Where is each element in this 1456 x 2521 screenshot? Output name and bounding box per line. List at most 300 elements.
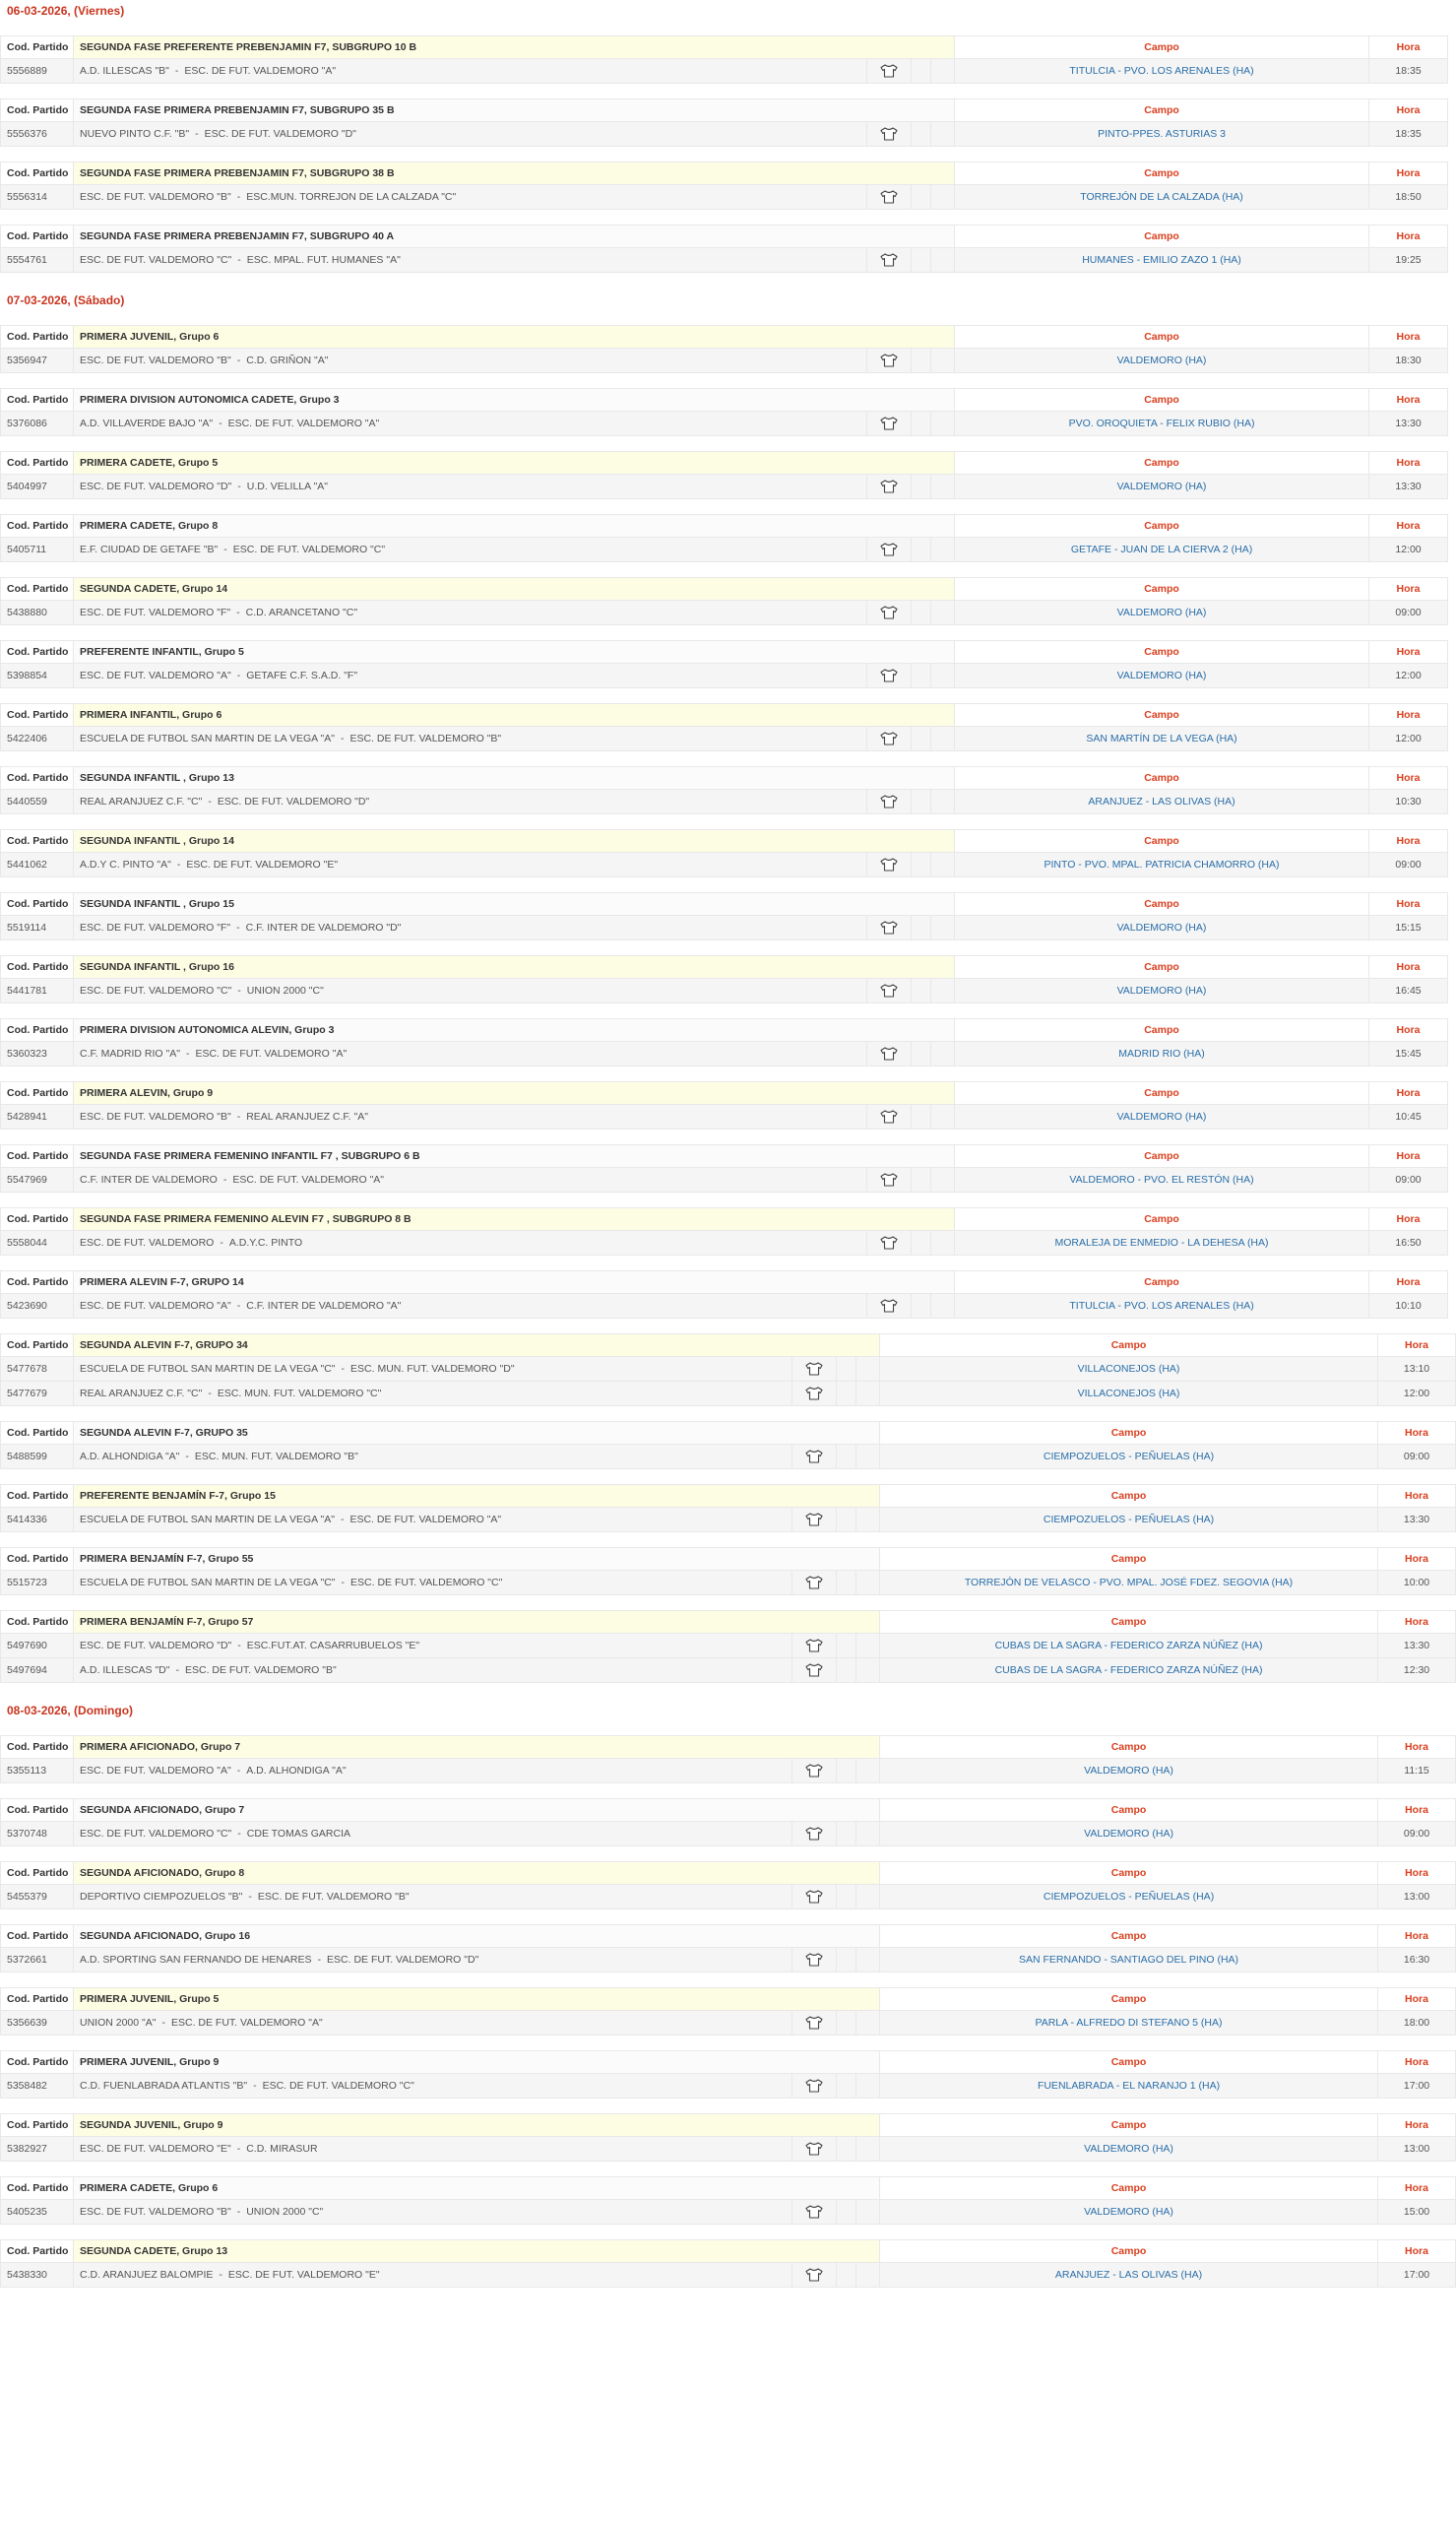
shirt-icon[interactable] xyxy=(867,664,912,688)
match-teams[interactable] xyxy=(74,2074,792,2099)
match-row[interactable] xyxy=(1,1445,1456,1469)
home-team[interactable]: ESC. DE FUT. VALDEMORO "D" xyxy=(80,481,232,492)
match-row[interactable] xyxy=(1,2200,1456,2225)
competition-name[interactable]: SEGUNDA INFANTIL , Grupo 16 xyxy=(74,956,955,979)
match-row[interactable] xyxy=(1,1948,1456,1972)
shirt-icon[interactable] xyxy=(867,475,912,499)
code-header: Cod. Partido xyxy=(1,641,74,664)
competition-name[interactable]: SEGUNDA FASE PRIMERA PREBENJAMIN F7, SUBGRUPO 35 B xyxy=(74,99,955,122)
away-team[interactable]: ESC. DE FUT. VALDEMORO "A" xyxy=(349,1514,502,1525)
home-team[interactable]: ESCUELA DE FUTBOL SAN MARTIN DE LA VEGA "A" xyxy=(80,1514,335,1525)
competition-name[interactable]: PRIMERA CADETE, Grupo 8 xyxy=(74,515,955,538)
match-teams[interactable] xyxy=(74,1948,792,1972)
spacer-cell xyxy=(912,853,931,877)
match-row[interactable] xyxy=(1,916,1448,940)
team-separator: - xyxy=(237,1640,241,1651)
venue-link[interactable]: FUENLABRADA - EL NARANJO 1 (HA) xyxy=(880,2074,1378,2099)
away-team[interactable]: U.D. VELILLA "A" xyxy=(246,481,328,492)
away-team[interactable]: ESC. DE FUT. VALDEMORO "D" xyxy=(327,1954,479,1966)
competition-name[interactable]: SEGUNDA FASE PRIMERA FEMENINO ALEVIN F7 , SUBGRUPO 8 B xyxy=(74,1208,955,1231)
home-team[interactable]: DEPORTIVO CIEMPOZUELOS "B" xyxy=(80,1891,243,1903)
competition-name[interactable]: SEGUNDA AFICIONADO, Grupo 7 xyxy=(74,1799,880,1822)
competition-table xyxy=(0,1144,1448,1193)
match-code: 5422406 xyxy=(1,727,74,751)
venue-link[interactable]: PARLA - ALFREDO DI STEFANO 5 (HA) xyxy=(880,2011,1378,2036)
home-team[interactable]: A.D.Y C. PINTO "A" xyxy=(80,859,171,871)
shirt-icon[interactable] xyxy=(792,2011,837,2036)
shirt-icon[interactable] xyxy=(792,2200,837,2225)
shirt-icon[interactable] xyxy=(867,1231,912,1256)
competition-name[interactable]: PRIMERA DIVISION AUTONOMICA CADETE, Grupo 3 xyxy=(74,389,955,412)
competition-name[interactable]: PRIMERA ALEVIN F-7, GRUPO 14 xyxy=(74,1271,955,1294)
shirt-icon[interactable] xyxy=(792,1357,837,1382)
match-teams[interactable] xyxy=(74,853,867,877)
away-team[interactable]: ESC. DE FUT. VALDEMORO "B" xyxy=(185,1664,337,1676)
competition-header-row xyxy=(1,1548,1456,1571)
away-team[interactable]: GETAFE C.F. S.A.D. "F" xyxy=(246,670,358,681)
competition-name[interactable]: SEGUNDA ALEVIN F-7, GRUPO 34 xyxy=(74,1334,880,1357)
match-teams[interactable] xyxy=(74,538,867,562)
away-team[interactable]: ESC. DE FUT. VALDEMORO "E" xyxy=(186,859,339,871)
match-teams[interactable] xyxy=(74,979,867,1003)
away-team[interactable]: ESC. DE FUT. VALDEMORO "A" xyxy=(170,2017,323,2029)
competition-name[interactable]: PRIMERA INFANTIL, Grupo 6 xyxy=(74,704,955,727)
match-teams[interactable] xyxy=(74,664,867,688)
competition-name[interactable]: SEGUNDA AFICIONADO, Grupo 8 xyxy=(74,1862,880,1885)
venue-link[interactable]: GETAFE - JUAN DE LA CIERVA 2 (HA) xyxy=(955,538,1369,562)
shirt-icon[interactable] xyxy=(867,122,912,147)
away-team[interactable]: ESC. DE FUT. VALDEMORO "A" xyxy=(195,1048,348,1060)
team-separator: - xyxy=(195,128,199,140)
home-team[interactable]: ESC. DE FUT. VALDEMORO "F" xyxy=(80,607,231,618)
match-teams[interactable] xyxy=(74,1508,792,1532)
venue-header: Campo xyxy=(955,99,1369,122)
venue-link[interactable]: TITULCIA - PVO. LOS ARENALES (HA) xyxy=(955,59,1369,84)
match-time: 12:00 xyxy=(1378,1382,1456,1406)
code-header: Cod. Partido xyxy=(1,2240,74,2263)
competition-name[interactable]: PRIMERA BENJAMÍN F-7, Grupo 57 xyxy=(74,1611,880,1634)
match-row[interactable] xyxy=(1,2074,1456,2099)
match-teams[interactable] xyxy=(74,727,867,751)
match-row[interactable] xyxy=(1,664,1448,688)
home-team[interactable]: C.F. MADRID RIO "A" xyxy=(80,1048,180,1060)
match-teams[interactable] xyxy=(74,349,867,373)
venue-link[interactable]: TORREJÓN DE VELASCO - PVO. MPAL. JOSÉ FDEZ. SEGOVIA (HA) xyxy=(880,1571,1378,1595)
away-team[interactable]: C.D. MIRASUR xyxy=(246,2143,318,2155)
venue-link[interactable]: VALDEMORO (HA) xyxy=(955,979,1369,1003)
away-team[interactable]: C.F. INTER DE VALDEMORO "A" xyxy=(246,1300,402,1312)
match-teams[interactable] xyxy=(74,122,867,147)
home-team[interactable]: ESC. DE FUT. VALDEMORO "C" xyxy=(80,985,232,997)
time-header: Hora xyxy=(1369,36,1448,59)
shirt-icon[interactable] xyxy=(867,1294,912,1319)
match-time: 09:00 xyxy=(1378,1822,1456,1846)
code-header: Cod. Partido xyxy=(1,767,74,790)
home-team[interactable]: ESC. DE FUT. VALDEMORO "C" xyxy=(80,254,232,266)
shirt-icon[interactable] xyxy=(867,979,912,1003)
match-row[interactable] xyxy=(1,1042,1448,1067)
away-team[interactable]: ESC. DE FUT. VALDEMORO "A" xyxy=(184,65,337,77)
away-team[interactable]: ESC. MUN. FUT. VALDEMORO "D" xyxy=(350,1363,515,1375)
venue-link[interactable]: CIEMPOZUELOS - PEÑUELAS (HA) xyxy=(880,1445,1378,1469)
match-teams[interactable] xyxy=(74,601,867,625)
shirt-icon[interactable] xyxy=(867,601,912,625)
match-row[interactable] xyxy=(1,1357,1456,1382)
away-team[interactable]: ESC. DE FUT. VALDEMORO "B" xyxy=(257,1891,410,1903)
spacer-cell xyxy=(912,122,931,147)
spacer-cell xyxy=(856,2263,880,2288)
competition-table xyxy=(0,703,1448,751)
match-teams[interactable] xyxy=(74,2137,792,2162)
shirt-icon[interactable] xyxy=(867,853,912,877)
competition-name[interactable]: PRIMERA BENJAMÍN F-7, Grupo 55 xyxy=(74,1548,880,1571)
match-row[interactable] xyxy=(1,979,1448,1003)
match-teams[interactable] xyxy=(74,1357,792,1382)
venue-link[interactable]: SAN FERNANDO - SANTIAGO DEL PINO (HA) xyxy=(880,1948,1378,1972)
away-team[interactable]: ESC. DE FUT. VALDEMORO "A" xyxy=(227,418,380,429)
match-row[interactable] xyxy=(1,2011,1456,2036)
shirt-icon[interactable] xyxy=(867,1105,912,1130)
venue-link[interactable]: PVO. OROQUIETA - FELIX RUBIO (HA) xyxy=(955,412,1369,436)
home-team[interactable]: E.F. CIUDAD DE GETAFE "B" xyxy=(80,544,219,555)
match-row[interactable] xyxy=(1,1508,1456,1532)
competition-header-row xyxy=(1,2177,1456,2200)
venue-link[interactable]: PINTO-PPES. ASTURIAS 3 xyxy=(955,122,1369,147)
competition-name[interactable]: SEGUNDA INFANTIL , Grupo 13 xyxy=(74,767,955,790)
shirt-icon[interactable] xyxy=(792,1658,837,1683)
match-teams[interactable] xyxy=(74,2011,792,2036)
shirt-icon[interactable] xyxy=(792,2263,837,2288)
competition-name[interactable]: PRIMERA CADETE, Grupo 6 xyxy=(74,2177,880,2200)
match-code: 5558044 xyxy=(1,1231,74,1256)
home-team[interactable]: UNION 2000 "A" xyxy=(80,2017,157,2029)
shirt-icon[interactable] xyxy=(792,1508,837,1532)
home-team[interactable]: ESC. DE FUT. VALDEMORO xyxy=(80,1237,215,1249)
venue-link[interactable]: VALDEMORO - PVO. EL RESTÓN (HA) xyxy=(955,1168,1369,1193)
match-row[interactable] xyxy=(1,2137,1456,2162)
shirt-icon[interactable] xyxy=(867,790,912,814)
competition-table xyxy=(0,1018,1448,1067)
match-row[interactable] xyxy=(1,248,1448,273)
away-team[interactable]: ESC. DE FUT. VALDEMORO "B" xyxy=(349,733,502,744)
away-team[interactable]: ESC. DE FUT. VALDEMORO "C" xyxy=(232,544,386,555)
venue-header: Campo xyxy=(880,2114,1378,2137)
away-team[interactable]: ESC.FUT.AT. CASARRUBUELOS "E" xyxy=(246,1640,420,1651)
match-time: 12:00 xyxy=(1369,664,1448,688)
match-code: 5440559 xyxy=(1,790,74,814)
home-team[interactable]: ESC. DE FUT. VALDEMORO "B" xyxy=(80,191,231,203)
match-teams[interactable] xyxy=(74,248,867,273)
match-row[interactable] xyxy=(1,1294,1448,1319)
competition-name[interactable]: PRIMERA JUVENIL, Grupo 9 xyxy=(74,2051,880,2074)
away-team[interactable]: ESC. DE FUT. VALDEMORO "C" xyxy=(262,2080,414,2092)
match-time: 12:30 xyxy=(1378,1658,1456,1683)
competition-name[interactable]: PREFERENTE BENJAMÍN F-7, Grupo 15 xyxy=(74,1485,880,1508)
venue-link[interactable]: VALDEMORO (HA) xyxy=(955,475,1369,499)
venue-link[interactable]: MORALEJA DE ENMEDIO - LA DEHESA (HA) xyxy=(955,1231,1369,1256)
home-team[interactable]: ESC. DE FUT. VALDEMORO "E" xyxy=(80,2143,231,2155)
away-team[interactable]: C.D. ARANCETANO "C" xyxy=(245,607,358,618)
match-teams[interactable] xyxy=(74,1658,792,1683)
match-row[interactable] xyxy=(1,1382,1456,1406)
shirt-icon[interactable] xyxy=(792,1382,837,1406)
match-time: 13:10 xyxy=(1378,1357,1456,1382)
match-time: 13:30 xyxy=(1378,1508,1456,1532)
match-row[interactable] xyxy=(1,1822,1456,1846)
away-team[interactable]: C.D. GRIÑON "A" xyxy=(246,355,329,366)
match-teams[interactable] xyxy=(74,1885,792,1909)
match-teams[interactable] xyxy=(74,1042,867,1067)
match-teams[interactable] xyxy=(74,1445,792,1469)
venue-link[interactable]: VALDEMORO (HA) xyxy=(880,1759,1378,1783)
away-team[interactable]: UNION 2000 "C" xyxy=(246,2206,324,2218)
home-team[interactable]: ESC. DE FUT. VALDEMORO "F" xyxy=(80,922,231,934)
competition-name[interactable]: PREFERENTE INFANTIL, Grupo 5 xyxy=(74,641,955,664)
competition-name[interactable]: PRIMERA CADETE, Grupo 5 xyxy=(74,452,955,475)
shirt-icon[interactable] xyxy=(867,185,912,210)
venue-link[interactable]: VALDEMORO (HA) xyxy=(955,601,1369,625)
home-team[interactable]: ESCUELA DE FUTBOL SAN MARTIN DE LA VEGA "C" xyxy=(80,1363,336,1375)
home-team[interactable]: ESC. DE FUT. VALDEMORO "A" xyxy=(80,670,231,681)
away-team[interactable]: A.D. ALHONDIGA "A" xyxy=(246,1765,347,1777)
match-teams[interactable] xyxy=(74,1294,867,1319)
venue-link[interactable]: VALDEMORO (HA) xyxy=(955,1105,1369,1130)
venue-link[interactable]: PINTO - PVO. MPAL. PATRICIA CHAMORRO (HA) xyxy=(955,853,1369,877)
competition-name[interactable]: SEGUNDA INFANTIL , Grupo 14 xyxy=(74,830,955,853)
away-team[interactable]: ESC. DE FUT. VALDEMORO "D" xyxy=(204,128,356,140)
competition-name[interactable]: SEGUNDA CADETE, Grupo 14 xyxy=(74,578,955,601)
team-separator: - xyxy=(219,418,222,429)
home-team[interactable]: ESC. DE FUT. VALDEMORO "B" xyxy=(80,2206,231,2218)
match-teams[interactable] xyxy=(74,59,867,84)
shirt-icon[interactable] xyxy=(867,349,912,373)
time-header: Hora xyxy=(1369,326,1448,349)
shirt-icon[interactable] xyxy=(792,1822,837,1846)
home-team[interactable]: A.D. SPORTING SAN FERNANDO DE HENARES xyxy=(80,1954,312,1966)
away-team[interactable]: ESC. MUN. FUT. VALDEMORO "B" xyxy=(194,1451,358,1462)
competition-table xyxy=(0,162,1448,210)
home-team[interactable]: ESC. DE FUT. VALDEMORO "B" xyxy=(80,1111,231,1123)
competition-name[interactable]: SEGUNDA INFANTIL , Grupo 15 xyxy=(74,893,955,916)
competition-header-row xyxy=(1,515,1448,538)
match-time: 19:25 xyxy=(1369,248,1448,273)
match-row[interactable] xyxy=(1,1885,1456,1909)
spacer-cell xyxy=(837,1571,856,1595)
shirt-icon[interactable] xyxy=(867,412,912,436)
home-team[interactable]: C.F. INTER DE VALDEMORO xyxy=(80,1174,218,1186)
spacer-cell xyxy=(931,59,955,84)
away-team[interactable]: ESC. DE FUT. VALDEMORO "C" xyxy=(350,1577,503,1588)
match-row[interactable] xyxy=(1,185,1448,210)
venue-link[interactable]: VALDEMORO (HA) xyxy=(880,2137,1378,2162)
venue-link[interactable]: SAN MARTÍN DE LA VEGA (HA) xyxy=(955,727,1369,751)
competition-name[interactable]: SEGUNDA JUVENIL, Grupo 9 xyxy=(74,2114,880,2137)
home-team[interactable]: ESCUELA DE FUTBOL SAN MARTIN DE LA VEGA "C" xyxy=(80,1577,336,1588)
match-row[interactable] xyxy=(1,1658,1456,1683)
home-team[interactable]: ESC. DE FUT. VALDEMORO "D" xyxy=(80,1640,232,1651)
match-row[interactable] xyxy=(1,349,1448,373)
shirt-icon[interactable] xyxy=(792,2074,837,2099)
time-header: Hora xyxy=(1369,1082,1448,1105)
home-team[interactable]: C.D. FUENLABRADA ATLANTIS "B" xyxy=(80,2080,248,2092)
match-row[interactable] xyxy=(1,853,1448,877)
match-row[interactable] xyxy=(1,538,1448,562)
code-header: Cod. Partido xyxy=(1,36,74,59)
shirt-icon[interactable] xyxy=(867,727,912,751)
home-team[interactable]: A.D. ILLESCAS "B" xyxy=(80,65,169,77)
home-team[interactable]: ESC. DE FUT. VALDEMORO "A" xyxy=(80,1300,231,1312)
competition-name[interactable]: PRIMERA DIVISION AUTONOMICA ALEVIN, Grupo 3 xyxy=(74,1019,955,1042)
match-code: 5356947 xyxy=(1,349,74,373)
competition-table xyxy=(0,577,1448,625)
shirt-icon[interactable] xyxy=(867,1168,912,1193)
away-team[interactable]: ESC. MPAL. FUT. HUMANES "A" xyxy=(246,254,401,266)
away-team[interactable]: ESC. DE FUT. VALDEMORO "E" xyxy=(227,2269,380,2281)
home-team[interactable]: ESC. DE FUT. VALDEMORO "A" xyxy=(80,1765,231,1777)
shirt-icon[interactable] xyxy=(867,248,912,273)
shirt-icon[interactable] xyxy=(792,1571,837,1595)
home-team[interactable]: A.D. ALHONDIGA "A" xyxy=(80,1451,180,1462)
venue-header: Campo xyxy=(880,1422,1378,1445)
match-teams[interactable] xyxy=(74,1822,792,1846)
venue-link[interactable]: VILLACONEJOS (HA) xyxy=(880,1382,1378,1406)
competition-name[interactable]: SEGUNDA FASE PRIMERA PREBENJAMIN F7, SUBGRUPO 40 A xyxy=(74,226,955,248)
home-team[interactable]: REAL ARANJUEZ C.F. "C" xyxy=(80,1388,203,1399)
match-row[interactable] xyxy=(1,122,1448,147)
shirt-icon[interactable] xyxy=(792,1759,837,1783)
away-team[interactable]: ESC. DE FUT. VALDEMORO "A" xyxy=(232,1174,385,1186)
shirt-icon[interactable] xyxy=(792,1948,837,1972)
match-row[interactable] xyxy=(1,59,1448,84)
match-row[interactable] xyxy=(1,727,1448,751)
venue-link[interactable]: VALDEMORO (HA) xyxy=(880,2200,1378,2225)
venue-link[interactable]: TORREJÓN DE LA CALZADA (HA) xyxy=(955,185,1369,210)
shirt-icon[interactable] xyxy=(792,1445,837,1469)
spacer-cell xyxy=(931,1105,955,1130)
competition-name[interactable]: PRIMERA JUVENIL, Grupo 6 xyxy=(74,326,955,349)
away-team[interactable]: UNION 2000 "C" xyxy=(246,985,324,997)
match-row[interactable] xyxy=(1,790,1448,814)
venue-link[interactable]: VALDEMORO (HA) xyxy=(955,916,1369,940)
match-teams[interactable] xyxy=(74,1231,867,1256)
away-team[interactable]: ESC. MUN. FUT. VALDEMORO "C" xyxy=(217,1388,382,1399)
away-team[interactable]: ESC.MUN. TORREJON DE LA CALZADA "C" xyxy=(246,191,457,203)
competition-name[interactable]: SEGUNDA FASE PREFERENTE PREBENJAMIN F7, SUBGRUPO 10 B xyxy=(74,36,955,59)
match-teams[interactable] xyxy=(74,2200,792,2225)
shirt-icon[interactable] xyxy=(867,59,912,84)
shirt-icon[interactable] xyxy=(792,1634,837,1658)
home-team[interactable]: A.D. VILLAVERDE BAJO "A" xyxy=(80,418,214,429)
competition-name[interactable]: SEGUNDA CADETE, Grupo 13 xyxy=(74,2240,880,2263)
spacer-cell xyxy=(912,916,931,940)
shirt-icon[interactable] xyxy=(792,1885,837,1909)
competition-name[interactable]: SEGUNDA ALEVIN F-7, GRUPO 35 xyxy=(74,1422,880,1445)
venue-link[interactable]: CIEMPOZUELOS - PEÑUELAS (HA) xyxy=(880,1885,1378,1909)
match-teams[interactable] xyxy=(74,1759,792,1783)
competition-name[interactable]: PRIMERA AFICIONADO, Grupo 7 xyxy=(74,1736,880,1759)
match-teams[interactable] xyxy=(74,790,867,814)
venue-link[interactable]: CUBAS DE LA SAGRA - FEDERICO ZARZA NÚÑEZ (HA) xyxy=(880,1634,1378,1658)
venue-link[interactable]: VALDEMORO (HA) xyxy=(955,664,1369,688)
home-team[interactable]: ESC. DE FUT. VALDEMORO "C" xyxy=(80,1828,232,1840)
shirt-icon[interactable] xyxy=(867,538,912,562)
away-team[interactable]: A.D.Y.C. PINTO xyxy=(228,1237,303,1249)
away-team[interactable]: REAL ARANJUEZ C.F. "A" xyxy=(246,1111,368,1123)
home-team[interactable]: C.D. ARANJUEZ BALOMPIE xyxy=(80,2269,214,2281)
home-team[interactable]: NUEVO PINTO C.F. "B" xyxy=(80,128,190,140)
venue-link[interactable]: ARANJUEZ - LAS OLIVAS (HA) xyxy=(955,790,1369,814)
match-teams[interactable] xyxy=(74,475,867,499)
match-row[interactable] xyxy=(1,1168,1448,1193)
code-header: Cod. Partido xyxy=(1,1799,74,1822)
match-teams[interactable] xyxy=(74,916,867,940)
match-teams[interactable] xyxy=(74,1634,792,1658)
home-team[interactable]: ESC. DE FUT. VALDEMORO "B" xyxy=(80,355,231,366)
venue-link[interactable]: VALDEMORO (HA) xyxy=(955,349,1369,373)
shirt-icon[interactable] xyxy=(792,2137,837,2162)
match-teams[interactable] xyxy=(74,412,867,436)
match-teams[interactable] xyxy=(74,1105,867,1130)
venue-link[interactable]: HUMANES - EMILIO ZAZO 1 (HA) xyxy=(955,248,1369,273)
competition-table xyxy=(0,2113,1456,2162)
code-header: Cod. Partido xyxy=(1,1145,74,1168)
match-row[interactable] xyxy=(1,1634,1456,1658)
venue-link[interactable]: CUBAS DE LA SAGRA - FEDERICO ZARZA NÚÑEZ (HA) xyxy=(880,1658,1378,1683)
match-teams[interactable] xyxy=(74,185,867,210)
home-team[interactable]: REAL ARANJUEZ C.F. "C" xyxy=(80,796,203,808)
code-header: Cod. Partido xyxy=(1,1611,74,1634)
competition-name[interactable]: PRIMERA ALEVIN, Grupo 9 xyxy=(74,1082,955,1105)
match-code: 5477679 xyxy=(1,1382,74,1406)
home-team[interactable]: ESCUELA DE FUTBOL SAN MARTIN DE LA VEGA "A" xyxy=(80,733,335,744)
match-row[interactable] xyxy=(1,475,1448,499)
away-team[interactable]: CDE TOMAS GARCIA xyxy=(246,1828,350,1840)
venue-link[interactable]: MADRID RIO (HA) xyxy=(955,1042,1369,1067)
venue-link[interactable]: VILLACONEJOS (HA) xyxy=(880,1357,1378,1382)
match-row[interactable] xyxy=(1,1759,1456,1783)
match-teams[interactable] xyxy=(74,1382,792,1406)
match-row[interactable] xyxy=(1,1105,1448,1130)
match-code: 5438330 xyxy=(1,2263,74,2288)
competition-name[interactable]: SEGUNDA FASE PRIMERA FEMENINO INFANTIL F7 , SUBGRUPO 6 B xyxy=(74,1145,955,1168)
match-code: 5519114 xyxy=(1,916,74,940)
venue-link[interactable]: TITULCIA - PVO. LOS ARENALES (HA) xyxy=(955,1294,1369,1319)
home-team[interactable]: A.D. ILLESCAS "D" xyxy=(80,1664,170,1676)
match-row[interactable] xyxy=(1,412,1448,436)
venue-header: Campo xyxy=(955,641,1369,664)
venue-link[interactable]: CIEMPOZUELOS - PEÑUELAS (HA) xyxy=(880,1508,1378,1532)
match-teams[interactable] xyxy=(74,1571,792,1595)
away-team[interactable]: C.F. INTER DE VALDEMORO "D" xyxy=(245,922,402,934)
match-row[interactable] xyxy=(1,1231,1448,1256)
shirt-icon[interactable] xyxy=(867,916,912,940)
match-teams[interactable] xyxy=(74,1168,867,1193)
match-teams[interactable] xyxy=(74,2263,792,2288)
code-header: Cod. Partido xyxy=(1,2114,74,2137)
venue-link[interactable]: VALDEMORO (HA) xyxy=(880,1822,1378,1846)
away-team[interactable]: ESC. DE FUT. VALDEMORO "D" xyxy=(217,796,370,808)
competition-name[interactable]: PRIMERA JUVENIL, Grupo 5 xyxy=(74,1988,880,2011)
team-separator: - xyxy=(236,1300,241,1312)
team-separator: - xyxy=(236,607,240,618)
shirt-icon[interactable] xyxy=(867,1042,912,1067)
venue-link[interactable]: ARANJUEZ - LAS OLIVAS (HA) xyxy=(880,2263,1378,2288)
match-row[interactable] xyxy=(1,1571,1456,1595)
competition-name[interactable]: SEGUNDA FASE PRIMERA PREBENJAMIN F7, SUBGRUPO 38 B xyxy=(74,162,955,185)
match-row[interactable] xyxy=(1,2263,1456,2288)
competition-name[interactable]: SEGUNDA AFICIONADO, Grupo 16 xyxy=(74,1925,880,1948)
match-row[interactable] xyxy=(1,601,1448,625)
